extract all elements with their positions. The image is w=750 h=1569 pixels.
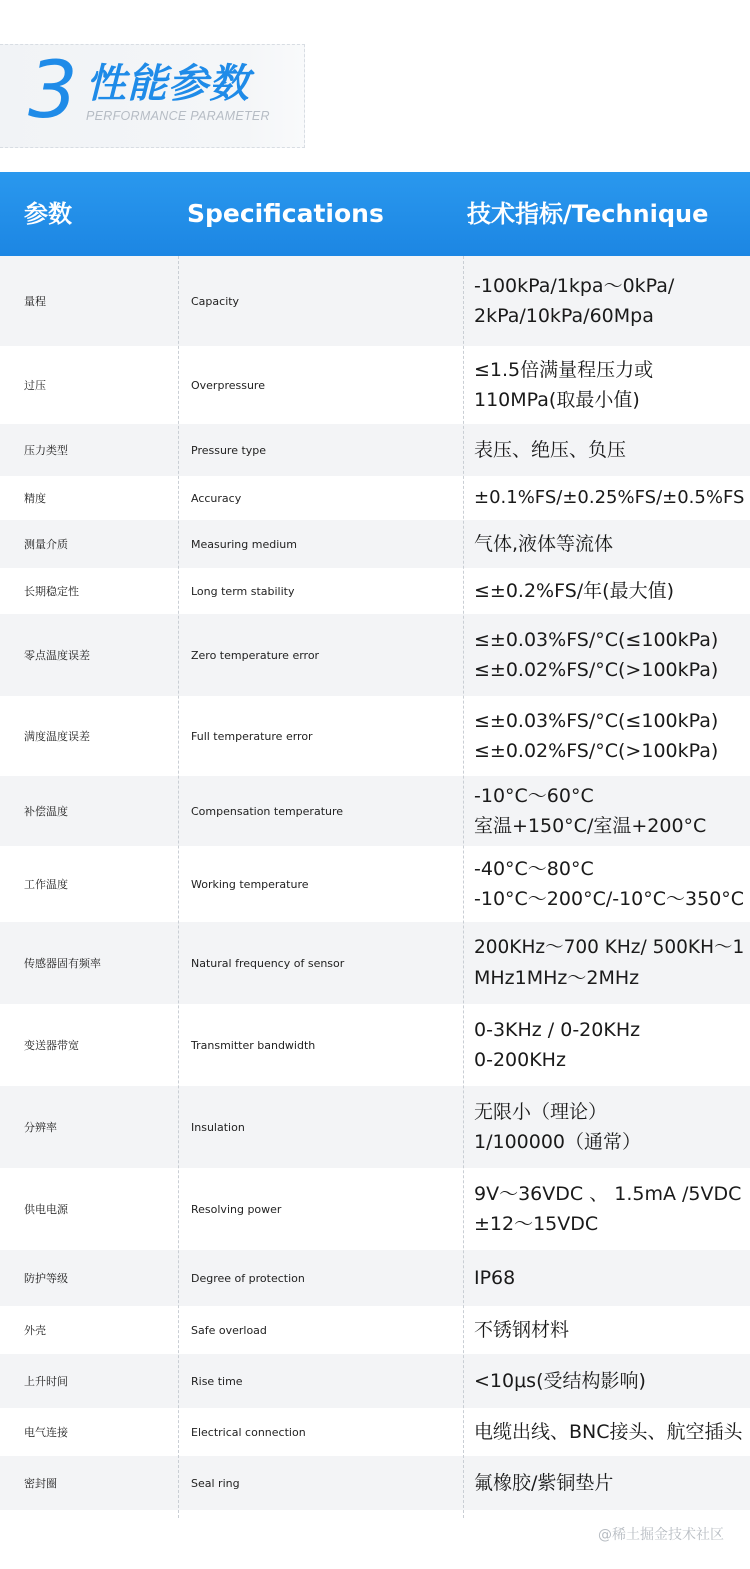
technique-cell <box>474 1354 750 1408</box>
spec-cell: Accuracy <box>191 491 242 505</box>
table-row <box>0 1306 750 1354</box>
spec-cell: Insulation <box>191 1120 245 1134</box>
param-cell: 补偿温度 <box>24 805 68 818</box>
spec-cell: Measuring medium <box>191 537 297 551</box>
spec-cell: Transmitter bandwidth <box>191 1038 316 1052</box>
spec-cell: Working temperature <box>191 877 309 891</box>
spec-cell: Overpressure <box>191 378 265 392</box>
table-row <box>0 476 750 520</box>
technique-cell <box>474 1168 750 1250</box>
table-header <box>0 172 750 256</box>
section-subtitle: PERFORMANCE PARAMETER <box>86 109 270 123</box>
param-cell: 压力类型 <box>24 444 68 457</box>
spec-cell: Natural frequency of sensor <box>191 956 345 970</box>
spec-cell: Degree of protection <box>191 1271 305 1285</box>
technique-cell <box>474 256 750 346</box>
technique-cell <box>474 424 750 476</box>
table-row <box>0 1086 750 1168</box>
param-cell: 传感器固有频率 <box>24 957 101 970</box>
technique-line: MHz1MHz～2MHz <box>474 967 640 989</box>
table-row <box>0 1004 750 1086</box>
technique-line: ≤±0.03%FS/°C(≤100kPa) <box>474 710 719 732</box>
technique-line: 氟橡胶/紫铜垫片 <box>474 1472 614 1494</box>
technique-cell <box>474 1456 750 1510</box>
spec-cell: Electrical connection <box>191 1425 306 1439</box>
technique-line: ±0.1%FS/±0.25%FS/±0.5%FS <box>474 487 745 508</box>
technique-line: 电缆出线、BNC接头、航空插头 <box>474 1421 743 1443</box>
param-cell: 变送器带宽 <box>24 1039 79 1052</box>
param-cell: 外壳 <box>24 1324 46 1337</box>
spec-cell: Capacity <box>191 294 240 308</box>
technique-cell <box>474 696 750 776</box>
technique-cell <box>474 1408 750 1456</box>
technique-line: 110MPa(取最小值) <box>474 389 640 411</box>
technique-line: 气体,液体等流体 <box>474 533 614 555</box>
table-row <box>0 1456 750 1510</box>
param-cell: 防护等级 <box>24 1272 68 1285</box>
technique-cell <box>474 614 750 696</box>
table-row <box>0 922 750 1004</box>
technique-line: ≤1.5倍满量程压力或 <box>474 359 654 381</box>
table-row <box>0 1168 750 1250</box>
table-row <box>0 1408 750 1456</box>
technique-cell <box>474 1004 750 1086</box>
technique-cell <box>474 568 750 614</box>
table-row <box>0 1250 750 1306</box>
spec-cell: Seal ring <box>191 1476 240 1490</box>
technique-cell <box>474 476 750 520</box>
technique-line: -10°C～200°C/-10°C～350°C <box>474 888 745 910</box>
technique-line: 0-200KHz <box>474 1049 566 1071</box>
section-number: 3 <box>28 46 78 136</box>
technique-line: 室温+150°C/室温+200°C <box>474 815 707 837</box>
section-title: 性能参数 <box>86 61 250 107</box>
spec-cell: Rise time <box>191 1374 243 1388</box>
param-cell: 量程 <box>24 295 46 308</box>
table-row <box>0 568 750 614</box>
technique-cell <box>474 1250 750 1306</box>
technique-line: -10°C～60°C <box>474 785 594 807</box>
spec-cell: Pressure type <box>191 443 267 457</box>
technique-line: ≤±0.02%FS/°C(>100kPa) <box>474 740 719 762</box>
technique-line: ≤±0.02%FS/°C(>100kPa) <box>474 659 719 681</box>
technique-cell <box>474 1306 750 1354</box>
technique-line: 9V～36VDC 、 1.5mA /5VDC <box>474 1183 742 1205</box>
param-cell: 分辨率 <box>24 1121 57 1134</box>
param-cell: 工作温度 <box>24 878 68 891</box>
spec-cell: Long term stability <box>191 584 295 598</box>
spec-cell: Resolving power <box>191 1202 282 1216</box>
spec-cell: Zero temperature error <box>191 648 320 662</box>
technique-line: ≤±0.03%FS/°C(≤100kPa) <box>474 629 719 651</box>
technique-cell <box>474 346 750 424</box>
spec-cell: Full temperature error <box>191 729 313 743</box>
technique-line: 不锈钢材料 <box>474 1319 570 1341</box>
table-row <box>0 520 750 568</box>
table-row <box>0 614 750 696</box>
column-divider <box>463 256 464 1518</box>
param-cell: 精度 <box>24 492 46 505</box>
param-cell: 长期稳定性 <box>24 585 79 598</box>
param-cell: 零点温度误差 <box>24 649 90 662</box>
table-row <box>0 1354 750 1408</box>
technique-cell <box>474 922 750 1004</box>
spec-cell: Safe overload <box>191 1323 267 1337</box>
watermark: @稀土掘金技术社区 <box>598 1527 724 1543</box>
technique-line: <10μs(受结构影响) <box>474 1370 646 1392</box>
table-row <box>0 424 750 476</box>
table-row <box>0 776 750 846</box>
technique-line: 0-3KHz / 0-20KHz <box>474 1019 641 1041</box>
spec-table-body <box>0 256 750 1510</box>
technique-cell <box>474 520 750 568</box>
technique-cell <box>474 846 750 922</box>
technique-line: 1/100000（通常） <box>474 1131 642 1153</box>
technique-line: -100kPa/1kpa～0kPa/ <box>474 275 675 297</box>
param-cell: 供电电源 <box>24 1203 68 1216</box>
technique-line: 200KHz～700 KHz/ 500KH～1 <box>474 937 745 958</box>
table-row <box>0 346 750 424</box>
param-cell: 过压 <box>24 379 46 392</box>
technique-line: -40°C～80°C <box>474 858 594 880</box>
header-specifications: Specifications <box>187 199 384 228</box>
param-cell: 上升时间 <box>24 1375 68 1388</box>
table-row <box>0 696 750 776</box>
param-cell: 密封圈 <box>24 1477 57 1490</box>
technique-line: 无限小（理论） <box>474 1101 608 1123</box>
technique-cell <box>474 776 750 846</box>
technique-line: 2kPa/10kPa/60Mpa <box>474 305 654 327</box>
technique-cell <box>474 1086 750 1168</box>
header-technique: 技术指标/Technique <box>467 200 709 228</box>
technique-line: ±12～15VDC <box>474 1213 599 1235</box>
param-cell: 满度温度误差 <box>24 730 90 743</box>
spec-cell: Compensation temperature <box>191 804 344 818</box>
header-param: 参数 <box>24 200 72 228</box>
technique-line: 表压、绝压、负压 <box>474 439 627 461</box>
table-row <box>0 846 750 922</box>
param-cell: 测量介质 <box>24 538 68 551</box>
param-cell: 电气连接 <box>24 1426 68 1439</box>
technique-line: ≤±0.2%FS/年(最大值) <box>474 580 674 602</box>
column-divider <box>178 256 179 1518</box>
table-row <box>0 256 750 346</box>
technique-line: IP68 <box>474 1267 516 1289</box>
